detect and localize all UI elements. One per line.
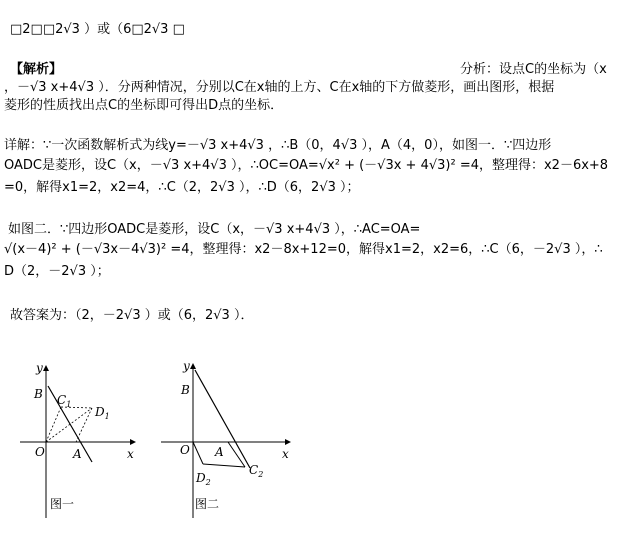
label-origin: O xyxy=(35,445,45,459)
label-B: B xyxy=(181,383,190,397)
analysis-row-3: 菱形的性质找出点C的坐标即可得出D点的坐标． xyxy=(4,98,284,113)
label-A: A xyxy=(73,447,82,461)
label-y: y xyxy=(36,361,43,375)
answer-line: □2□□2√3 ）或（6□2√3 □ xyxy=(10,22,185,37)
case2-row-2: √(x－4)² + (－√3x－4√3)² =4，整理得：x2－8x+12=0，解得x1=2，x2=6，∴C（6，－2√3 ），∴ xyxy=(4,242,603,257)
figure-1 xyxy=(10,358,150,528)
label-D1: $D_1$ xyxy=(95,405,110,421)
figure-2-caption: 图二 xyxy=(195,497,220,511)
label-D2: $D_2$ xyxy=(196,471,211,487)
label-x: x xyxy=(282,447,289,461)
label-A: A xyxy=(215,445,224,459)
final-answer: 故答案为：（2，－2√3 ）或（6，2√3 ）． xyxy=(10,308,254,323)
label-C2: $C_2$ xyxy=(249,463,264,479)
segment-D1A xyxy=(76,408,92,442)
case2-row-1: 如图二．∵四边形OADC是菱形，设C（x，－√3 x+4√3 ），∴AC=OA= xyxy=(8,222,421,237)
case2-row-3: D（2，－2√3 ）； xyxy=(4,264,110,279)
analysis-row-2: ，－√3 x+4√3 ）．分两种情况，分别以C在x轴的上方、C在x轴的下方做菱形，画出图形，根据 xyxy=(4,80,555,95)
segment-OD2 xyxy=(193,442,203,464)
label-y: y xyxy=(183,359,190,373)
detail-row-2: OADC是菱形，设C（x，－√3 x+4√3 ），∴OC=OA=√x² + (－√3x + 4√3)² =4，整理得：x2－6x+8 xyxy=(4,158,609,173)
label-C1: $C_1$ xyxy=(57,393,72,409)
label-B: B xyxy=(34,387,43,401)
label-origin: O xyxy=(180,443,190,457)
figure-1-caption: 图一 xyxy=(50,497,75,511)
analysis-heading: 【解析】 xyxy=(10,62,63,77)
detail-row-3: =0，解得x1=2，x2=4，∴C（2，2√3 ），∴D（6，2√3 ）； xyxy=(4,180,360,195)
analysis-label: 分析：设点C的坐标为（x xyxy=(460,62,607,77)
segment-OD1 xyxy=(46,408,92,442)
label-x: x xyxy=(127,447,134,461)
figure-2 xyxy=(155,358,305,528)
detail-row-1: 详解：∵一次函数解析式为线y=－√3 x+4√3 ，∴B（0，4√3 ），A（4，0），如图一．∵四边形 xyxy=(4,138,552,153)
segment-D2C2 xyxy=(203,464,245,467)
